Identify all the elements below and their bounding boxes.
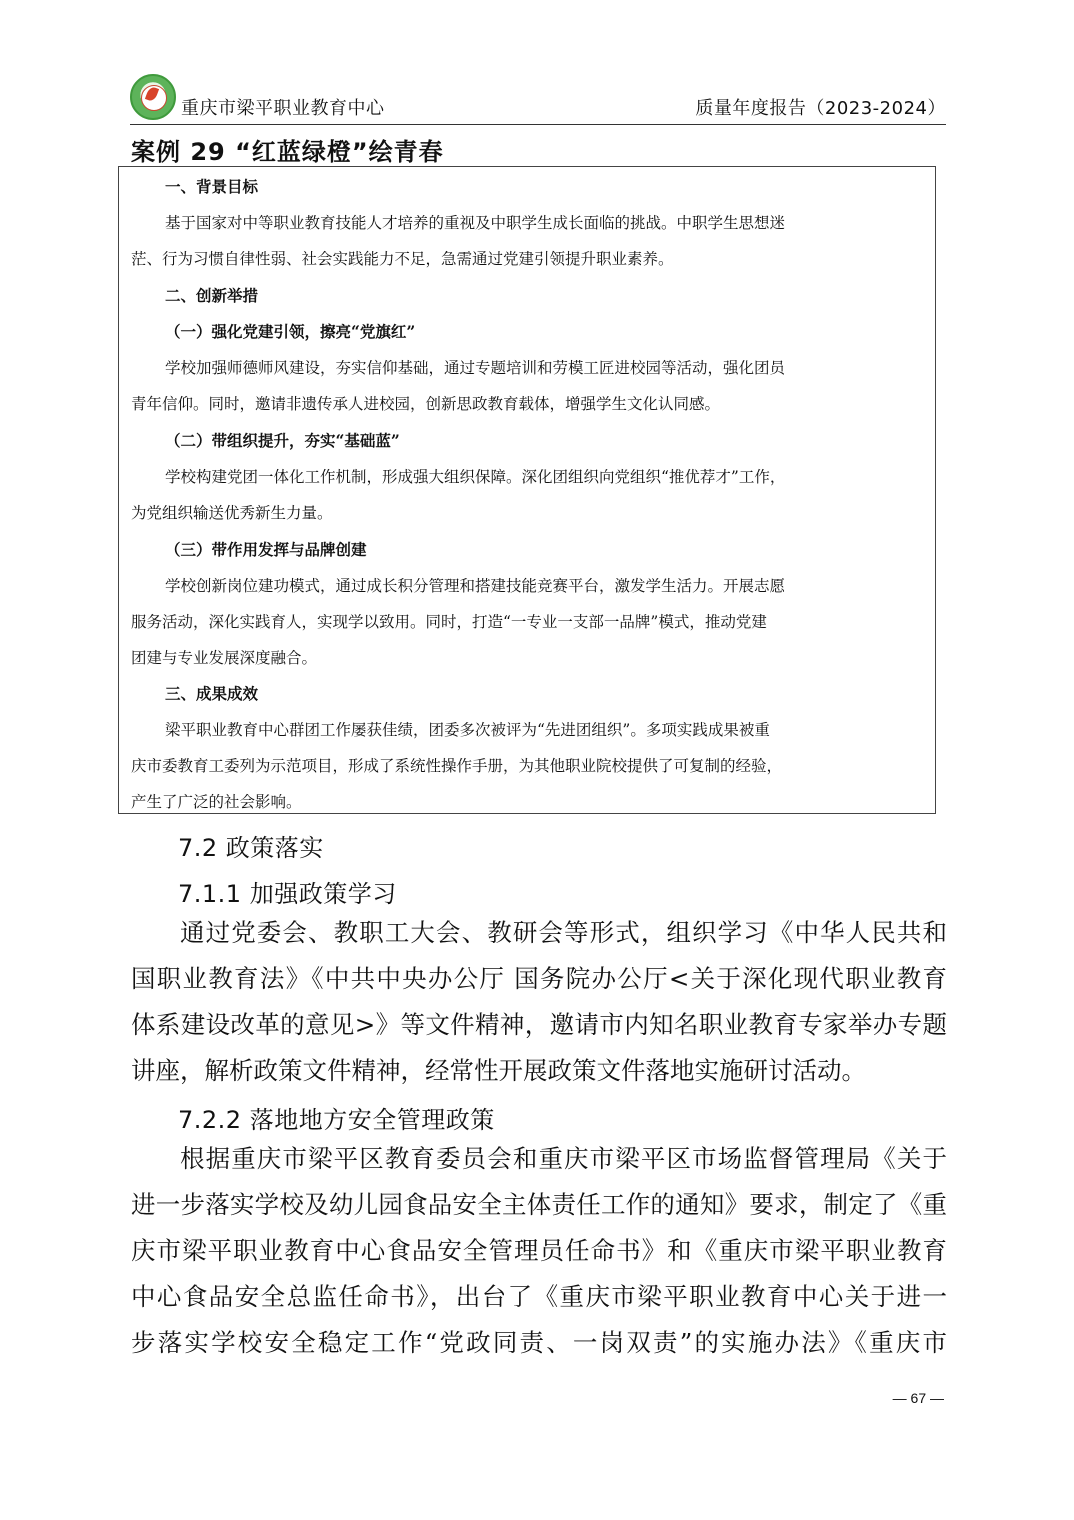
- case-paragraph-line: 服务活动，深化实践育人，实现学以致用。同时，打造“一专业一支部一品牌”模式，推动党建: [131, 613, 767, 631]
- paragraph-line: 通过党委会、教职工大会、教研会等形式，组织学习《中华人民共和: [180, 918, 947, 947]
- header-org-name: 重庆市梁平职业教育中心: [181, 98, 385, 119]
- paragraph-line: 中心食品安全总监任命书》，出台了《重庆市梁平职业教育中心关于进一: [131, 1282, 947, 1311]
- paragraph-line: 根据重庆市梁平区教育委员会和重庆市梁平区市场监督管理局《关于: [180, 1144, 947, 1173]
- case-paragraph-line: 庆市委教育工委列为示范项目，形成了系统性操作手册，为其他职业院校提供了可复制的经验，: [131, 757, 783, 775]
- case-paragraph-line: 团建与专业发展深度融合。: [131, 649, 318, 667]
- paragraph-line: 国职业教育法》《中共中央办公厅 国务院办公厅<关于深化现代职业教育: [131, 964, 947, 993]
- case-subheading: （一）强化党建引领，擦亮“党旗红”: [165, 322, 416, 341]
- case-paragraph-line: 产生了广泛的社会影响。: [131, 793, 302, 811]
- paragraph-line: 庆市梁平职业教育中心食品安全管理员任命书》和《重庆市梁平职业教育: [131, 1236, 947, 1265]
- case-paragraph-line: 学校创新岗位建功模式，通过成长积分管理和搭建技能竞赛平台，激发学生活力。开展志愿: [165, 577, 786, 595]
- paragraph-line: 步落实学校安全稳定工作“党政同责、一岗双责”的实施办法》《重庆市: [131, 1328, 947, 1357]
- header-report-title: 质量年度报告（2023-2024）: [695, 98, 946, 119]
- paragraph-line: 讲座，解析政策文件精神，经常性开展政策文件落地实施研讨活动。: [131, 1056, 866, 1085]
- paragraph-line: 体系建设改革的意见>》等文件精神，邀请市内知名职业教育专家举办专题: [131, 1010, 947, 1039]
- case-paragraph-line: 学校加强师德师风建设，夯实信仰基础，通过专题培训和劳模工匠进校园等活动，强化团员: [165, 359, 786, 377]
- case-paragraph-line: 学校构建党团一体化工作机制，形成强大组织保障。深化团组织向党组织“推优荐才”工作，: [165, 468, 786, 486]
- section-heading-7-2: 7.2 政策落实: [178, 834, 324, 862]
- case-subheading: （二）带组织提升，夯实“基础蓝”: [165, 431, 400, 450]
- section-heading-7-1-1: 7.1.1 加强政策学习: [178, 880, 397, 908]
- case-title: 案例 29 “红蓝绿橙”绘青春: [131, 138, 444, 166]
- case-subheading: （三）带作用发挥与品牌创建: [165, 540, 367, 559]
- case-subheading: 一、背景目标: [165, 177, 259, 196]
- case-paragraph-line: 青年信仰。同时，邀请非遗传承人进校园，创新思政教育载体，增强学生文化认同感。: [131, 395, 721, 413]
- case-paragraph-line: 梁平职业教育中心群团工作屡获佳绩，团委多次被评为“先进团组织”。多项实践成果被重: [165, 721, 770, 739]
- page-number: — 67 —: [892, 1390, 944, 1406]
- case-paragraph-line: 基于国家对中等职业教育技能人才培养的重视及中职学生成长面临的挑战。中职学生思想迷: [165, 214, 786, 232]
- case-paragraph-line: 茫、行为习惯自律性弱、社会实践能力不足，急需通过党建引领提升职业素养。: [131, 250, 674, 268]
- header-divider: [130, 124, 946, 125]
- school-logo-icon: [130, 74, 176, 120]
- case-subheading: 三、成果成效: [165, 684, 259, 703]
- paragraph-line: 进一步落实学校及幼儿园食品安全主体责任工作的通知》要求，制定了《重: [131, 1190, 947, 1219]
- case-subheading: 二、创新举措: [165, 286, 259, 305]
- case-paragraph-line: 为党组织输送优秀新生力量。: [131, 504, 333, 522]
- section-heading-7-2-2: 7.2.2 落地地方安全管理政策: [178, 1106, 495, 1134]
